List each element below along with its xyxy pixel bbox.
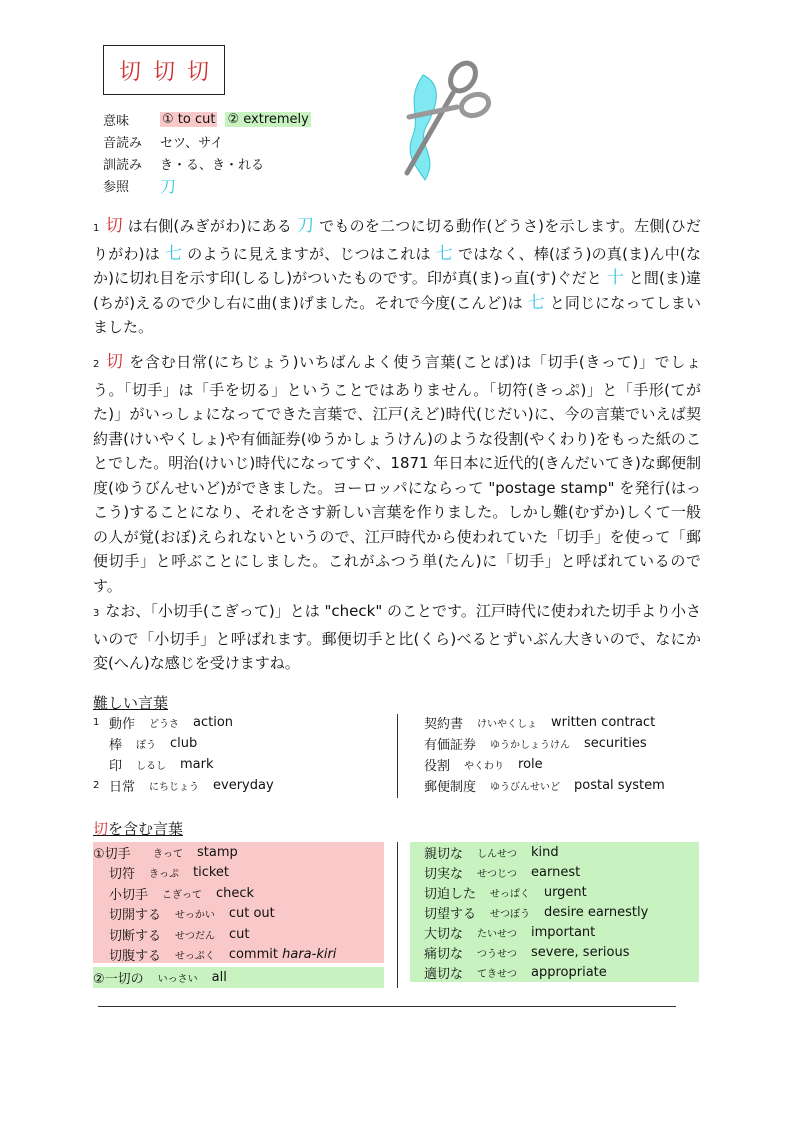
list-item (93, 712, 393, 733)
meaning-row (103, 108, 311, 130)
onyomi-row (103, 130, 311, 152)
reading: ゆうかしょうけん (490, 740, 571, 751)
paragraph-number: 1 (93, 223, 100, 234)
reading: たいせつ (477, 928, 518, 940)
word: 適切な (424, 966, 464, 982)
paragraph-2 (93, 350, 701, 598)
target-kanji: 切 (105, 216, 123, 236)
english: securities (584, 736, 647, 751)
word: 棒 (109, 738, 123, 753)
word: 日常 (109, 780, 136, 795)
list-item (93, 863, 384, 884)
word: 契約書 (424, 717, 464, 732)
scissors-cutting-paper-icon (385, 55, 495, 185)
kanji-form-2: 切 (152, 59, 175, 85)
onyomi-value: セツ、サイ (160, 135, 224, 151)
reading: しんせつ (477, 848, 518, 860)
reading: せっぱく (490, 888, 530, 900)
word: 大切な (424, 926, 464, 942)
english: role (518, 757, 543, 772)
reading: こぎって (162, 889, 203, 901)
reading: しるし (136, 761, 167, 772)
heading-kanji: 切 (93, 820, 109, 838)
kiru-words-heading (93, 818, 183, 839)
list-item (424, 754, 724, 775)
text-span: と同じになってしまいました。 (93, 293, 702, 336)
kiru-words-right (410, 842, 699, 982)
english: kind (531, 844, 559, 860)
text-span: のように見えますが、じつはこれは (182, 244, 436, 263)
difficult-words-heading: 難しい言葉 (93, 694, 169, 712)
paragraph-number: 2 (93, 359, 100, 370)
target-kanji: 切 (105, 352, 124, 372)
text-span: は右側(みぎがわ)にある (122, 217, 297, 235)
kanji-form-1: 切 (118, 59, 141, 85)
english: action (193, 715, 234, 730)
word: 郵便制度 (424, 780, 477, 795)
word: 切断する (109, 928, 162, 944)
component-kanji: 刀 (296, 216, 315, 236)
column-divider (397, 842, 398, 988)
paragraph-3 (93, 599, 701, 676)
reading: てきせつ (477, 968, 518, 980)
word: 動作 (109, 717, 136, 732)
reading: けいやくしょ (477, 719, 538, 730)
kanji-info (103, 108, 311, 196)
english: postal system (574, 778, 665, 793)
component-kanji: 十 (606, 268, 624, 288)
kiru-words-left-extremely (93, 967, 384, 988)
english: club (170, 736, 198, 751)
kanji-form-3: 切 (187, 59, 210, 85)
column-divider (397, 714, 398, 798)
list-item (93, 775, 393, 796)
list-item (424, 775, 724, 796)
text-span: を含む日常(にちじょう)いちばんよく使う言葉(ことば)は「切手(きって)」でしょう。「切手」は「手を切る」ということではありません。「切符(きっぷ)」と「手形(てがた)」がいっしょになってできた言葉で、江戸(えど)時代(じだい)に、今の言葉でいえば契約書(けいやくしょ)や有価証券(ゆうかしょうけん)のような役割(やくわり)をもった紙のことでした。明治(けいじ)時代になってすぐ、1871 年日本に近代的(きんだいてき)な郵便制度(ゆうびんせいど)ができました。ヨーロッパにならって "postage stamp" を発行(はっこう)することになり、それをさす新しい言葉を作りました。しかし難(むずか)しくて一般の人が覚(おぼ)えられないというので、江戸時代から使われていた「切手」を使って「郵便切手」と呼ぶことにしました。これがふつう単(たん)に「切手」と呼ばれているのです。 (93, 353, 702, 595)
word: ①切手 (93, 846, 131, 862)
reading: せっぷく (175, 951, 215, 963)
english: everyday (213, 778, 274, 793)
english: cut (229, 926, 250, 942)
list-item (424, 842, 699, 862)
english: earnest (531, 864, 581, 880)
english: check (216, 885, 255, 901)
reading: つうせつ (477, 948, 518, 960)
word: 有価証券 (424, 738, 477, 753)
word: 親切な (424, 846, 464, 862)
list-item (424, 922, 699, 942)
english: written contract (551, 715, 656, 730)
kunyomi-label: 訓読み (103, 157, 143, 173)
list-item (424, 882, 699, 902)
kunyomi-row (103, 152, 311, 174)
reading: やくわり (464, 761, 505, 772)
bottom-rule (98, 1006, 676, 1007)
word: 切望する (424, 906, 477, 922)
difficult-words-right (424, 712, 724, 796)
list-item (424, 902, 699, 922)
reading: きって (153, 848, 183, 860)
reading: きっぷ (149, 869, 180, 881)
word: 小切手 (109, 887, 149, 903)
list-item (424, 962, 699, 982)
reading: いっさい (157, 974, 198, 985)
list-item (93, 842, 384, 863)
english-text: commit (228, 947, 283, 963)
list-item (93, 904, 384, 925)
list-item (424, 942, 699, 962)
list-item (93, 733, 393, 754)
english: urgent (543, 884, 587, 900)
reference-label: 参照 (103, 179, 130, 195)
text-span: でものを二つに切る動作(どうさ)を示します。左側(ひだりがわ)は (93, 217, 701, 263)
english: desire earnestly (544, 904, 649, 920)
reference-row (103, 174, 311, 196)
list-item (93, 924, 384, 945)
word: ②一切の (93, 972, 144, 987)
english: all (211, 970, 227, 985)
reading: せっかい (175, 910, 215, 922)
component-kanji: 七 (435, 243, 454, 264)
english: cut out (228, 906, 275, 922)
component-kanji: 七 (527, 292, 545, 313)
text-span: ではなく、棒(ぼう)の真(ま)ん中(なか)に切れ目を示す印(しるし)がついたものです。印が真(ま)っ直(す)ぐだと (93, 244, 702, 287)
list-item (424, 733, 724, 754)
reading: せつじつ (477, 868, 518, 880)
word: 切腹する (109, 949, 162, 965)
list-item (93, 945, 384, 966)
component-kanji: 七 (164, 243, 183, 264)
meaning-label: 意味 (103, 113, 130, 129)
list-item (93, 883, 384, 904)
english-italic: hara-kiri (282, 947, 337, 963)
list-item (93, 967, 384, 988)
word: 役割 (424, 759, 451, 774)
onyomi-label: 音読み (103, 135, 143, 151)
list-item (93, 754, 393, 775)
english: severe, serious (531, 944, 630, 960)
kiru-words-left-to-cut (93, 842, 384, 963)
heading-text: を含む言葉 (108, 820, 184, 838)
reading: にちじょう (149, 782, 200, 793)
kanji-forms-box (103, 45, 225, 95)
reading: せつぼう (490, 908, 531, 920)
word: 切迫した (424, 886, 477, 902)
reading: せつだん (175, 930, 216, 942)
list-item (424, 712, 724, 733)
english: mark (180, 757, 214, 772)
word: 印 (109, 759, 123, 774)
kunyomi-value: き・る、き・れる (160, 157, 265, 173)
english: important (531, 924, 596, 940)
paragraph-number: 3 (93, 608, 100, 619)
reading: ぼう (136, 740, 157, 751)
word: 切開する (109, 908, 162, 924)
reading: どうさ (149, 719, 180, 730)
meaning-2: ② extremely (227, 111, 309, 127)
text-span: なお、「小切手(こぎって)」とは "check" のことです。江戸時代に使われた切手より小さいので「小切手」と呼ばれます。郵便切手と比(くら)べるとずいぶん大きいので、なにか変(へん)な感じを受けますね。 (93, 602, 701, 672)
item-number: 1 (93, 717, 100, 728)
word: 切実な (424, 866, 464, 882)
difficult-words-left (93, 712, 393, 796)
reading: ゆうびんせいど (490, 782, 561, 793)
english (229, 947, 337, 962)
english: stamp (197, 844, 238, 860)
item-number: 2 (93, 780, 100, 791)
meaning-1: ① to cut (162, 111, 216, 127)
word: 痛切な (424, 946, 464, 962)
word: 切符 (109, 867, 136, 883)
english: ticket (193, 865, 230, 881)
reference-kanji: 刀 (160, 176, 177, 196)
text-span: と間(ま)違(ちが)えるので少し右に曲(ま)げました。それで今度(こんど)は (93, 269, 701, 312)
english: appropriate (531, 964, 607, 980)
paragraph-1 (93, 214, 701, 340)
list-item (424, 862, 699, 882)
